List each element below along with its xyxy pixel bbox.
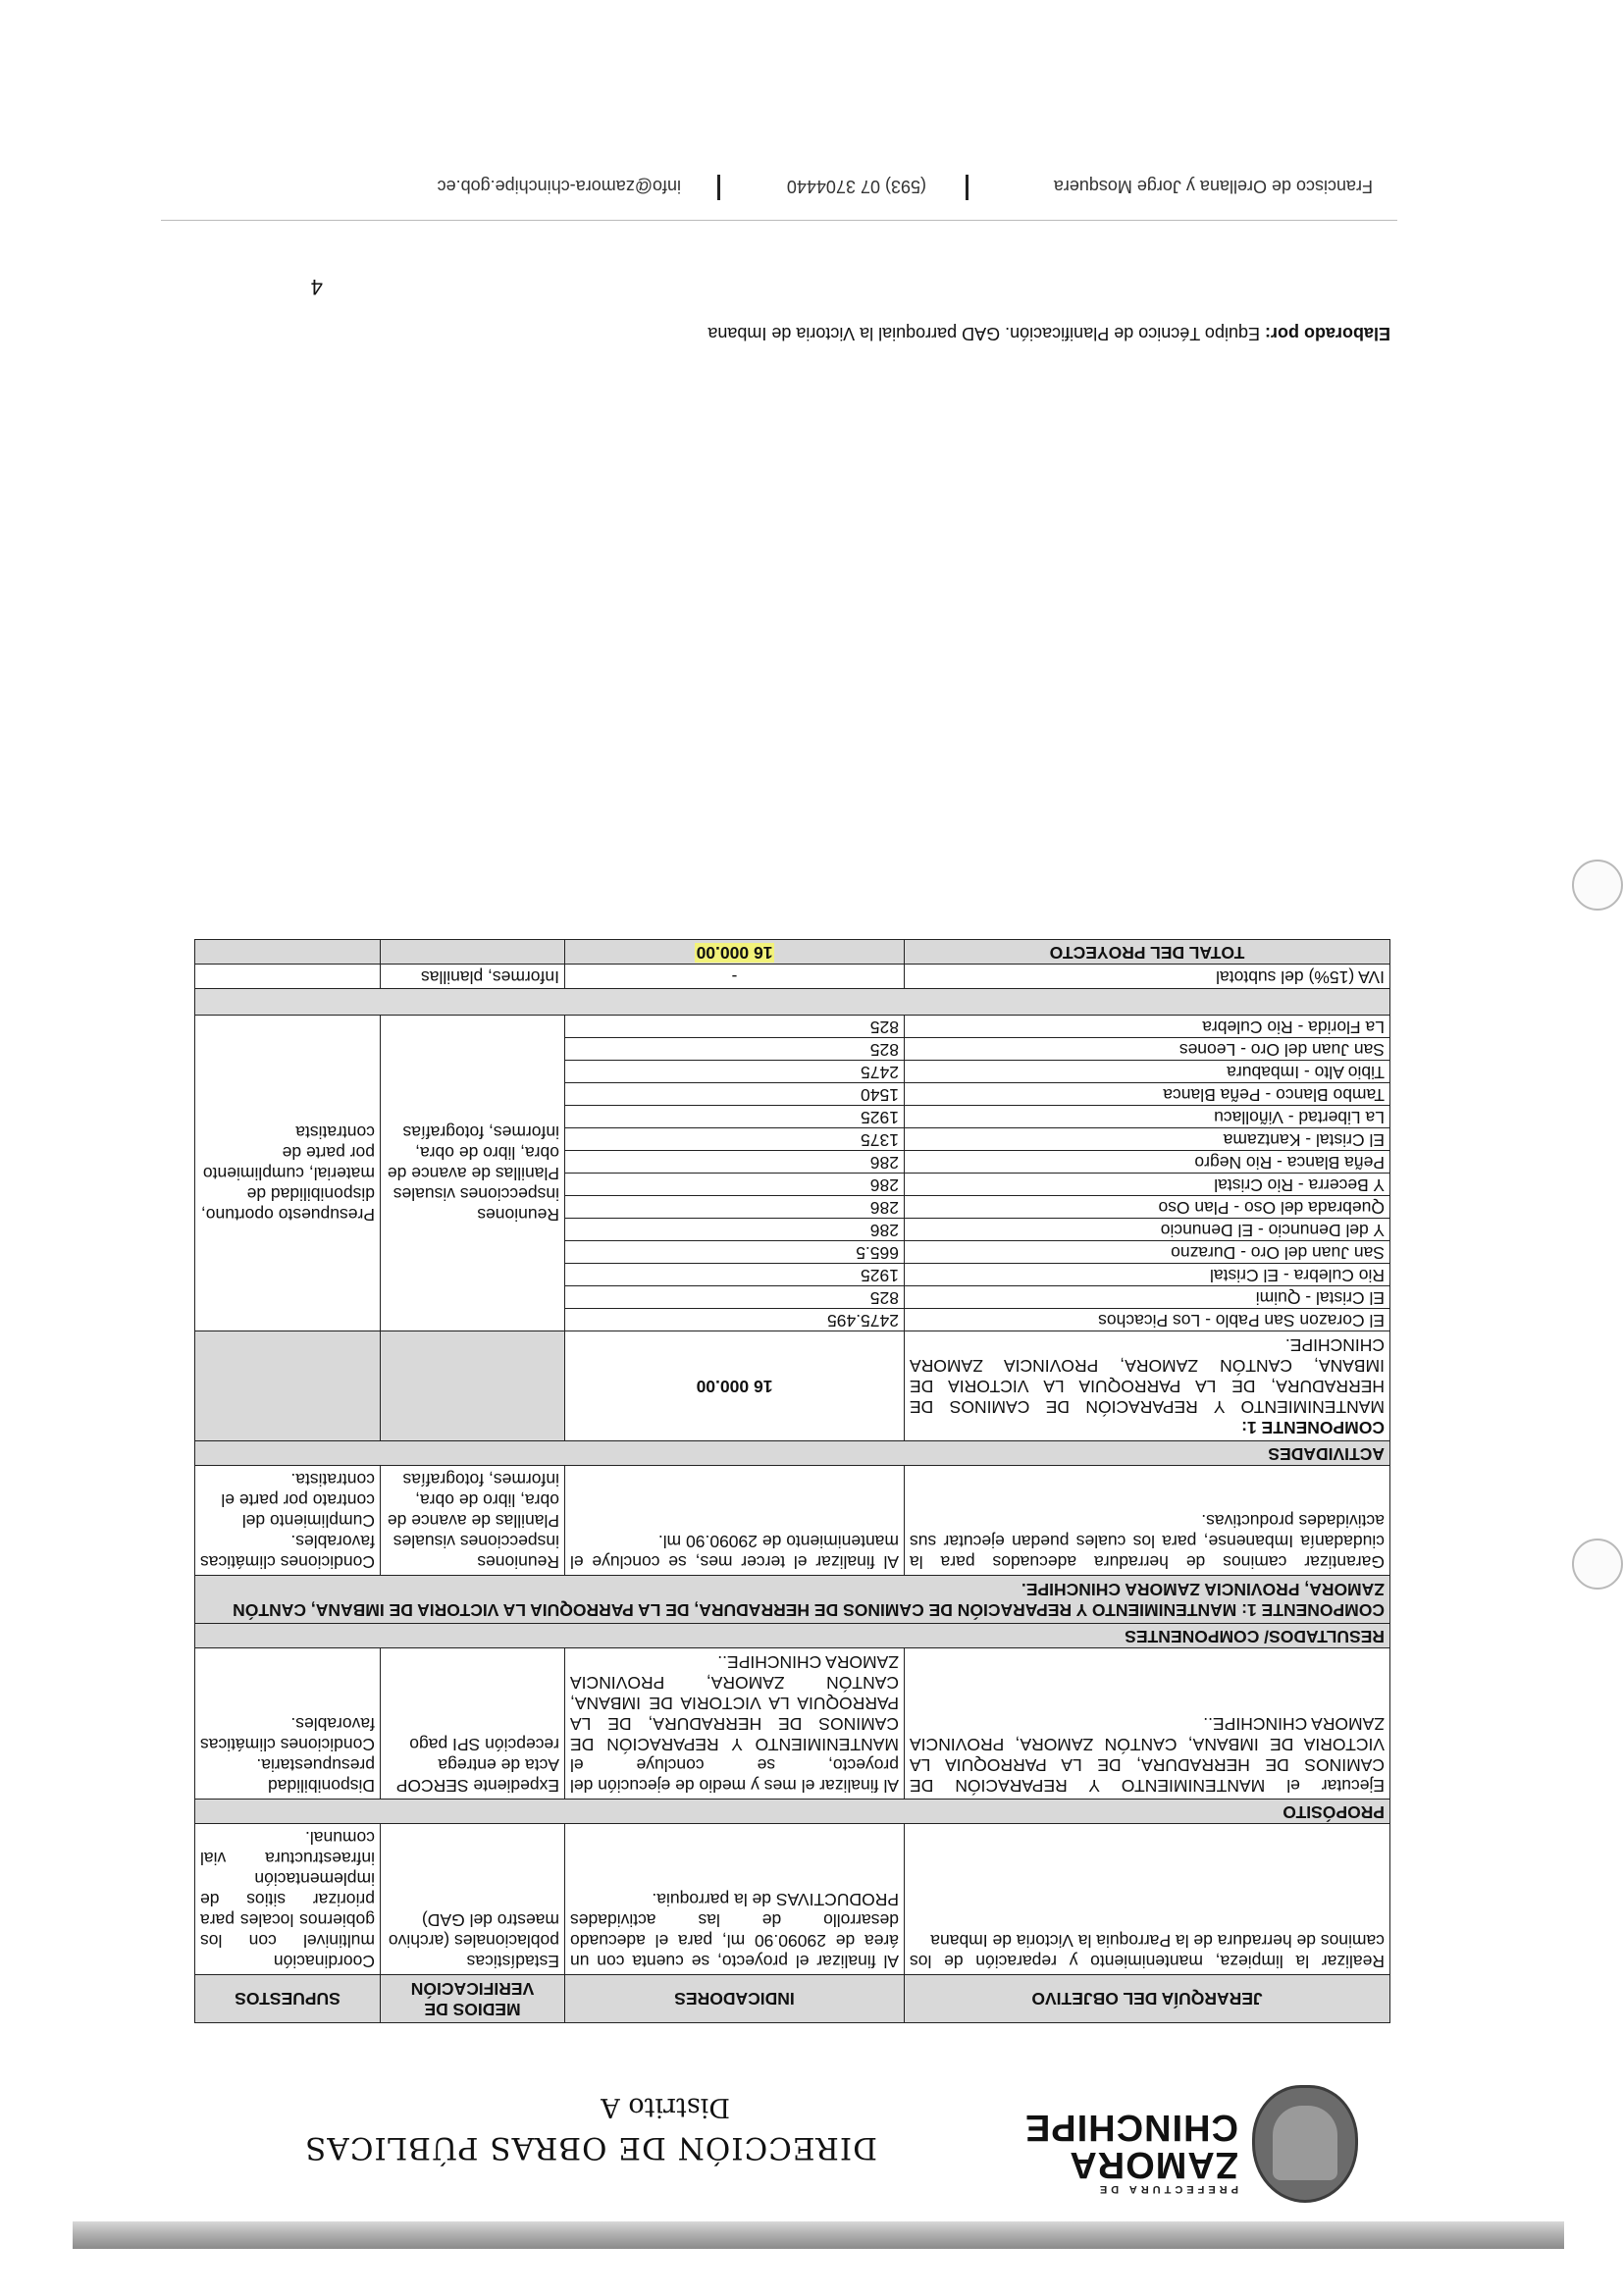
component-indicator: Al finalizar el tercer mes, se concluye el mantenimiento de 29090.90 ml. [565, 1466, 905, 1576]
activity-name: Peña Blanca - Rio Negro [905, 1151, 1390, 1174]
activity-value: 286 [565, 1219, 905, 1241]
logo-line2: CHINCHIPE [1023, 2107, 1238, 2148]
activities-section-row [195, 1441, 1390, 1466]
activity-value: 286 [565, 1196, 905, 1219]
punch-hole-top [1572, 1539, 1623, 1590]
activity-name: San Juan del Oro - Leones [905, 1038, 1390, 1061]
activity-component-verification-empty [381, 1331, 565, 1441]
activity-name: El Cristal - Quimi [905, 1286, 1390, 1309]
purpose-label: PROPÓSITO [195, 1800, 1390, 1824]
activity-value: 286 [565, 1174, 905, 1196]
total-value-cell [565, 940, 905, 965]
activity-component-amount: 16 000.00 [565, 1331, 905, 1441]
col-header-assumptions: SUPUESTOS [195, 1975, 381, 2023]
prepared-by-label: Elaborado por: [1264, 324, 1390, 343]
component-assumption: Condiciones climáticas favorables. Cumplimiento del contrato por parte el contratista. [195, 1466, 381, 1576]
activity-component-cell [905, 1331, 1390, 1441]
fin-verification: Estadísticas poblacionales (archivo maestro del GAD) [381, 1824, 565, 1975]
purpose-section-row [195, 1800, 1390, 1824]
fin-assumption: Coordinación multinivel con los gobiernos locales para priorizar sitios de implementación infraestructura vial comunal. [195, 1824, 381, 1975]
activity-name: El Cristal - Kantzama [905, 1128, 1390, 1151]
component-verification: Reuniones inspecciones visuales Planillas de avance de obra, libro de obra, informes, fotografías [381, 1466, 565, 1576]
punch-hole-bottom [1572, 860, 1623, 911]
activity-value: 825 [565, 1286, 905, 1309]
purpose-assumption: Disponibilidad presupuestaria. Condiciones climáticas favorables. [195, 1648, 381, 1800]
logo-prefix: PREFECTURA DE [1095, 2183, 1238, 2195]
logical-framework-table [194, 939, 1390, 2023]
component-title-row [195, 1576, 1390, 1624]
fin-row [195, 1824, 1390, 1975]
activity-name: El Corazon San Pablo - Los Picachos [905, 1309, 1390, 1331]
activity-name: Tambo Blanco - Peña Blanca [905, 1083, 1390, 1106]
page-number: 4 [310, 275, 323, 299]
purpose-verification: Expediente SERCOP Acta de entrega recepción SPI pago [381, 1648, 565, 1800]
iva-value: - [565, 965, 905, 989]
activities-label: ACTIVIDADES [195, 1441, 1390, 1466]
component-objective: Garantizar caminos de herradura adecuados para la ciudadanía Imbanense, para los cuales puedan ejecutar sus actividades productivas. [905, 1466, 1390, 1576]
purpose-indicator: Al finalizar el mes y medio de ejecución del proyecto, se concluye el MANTENIMIENTO Y REPARACIÓN DE CAMINOS DE HERRADURA, DE LA PARROQUIA LA VICTORIA DE IMBANA, CANTÓN ZAMORA, PROVINCIA ZAMORA CHINCHIPE.. [565, 1648, 905, 1800]
activity-value: 1925 [565, 1264, 905, 1286]
activity-row [195, 1309, 1390, 1331]
total-verification-empty [381, 940, 565, 965]
col-header-objective: JERARQUÍA DEL OBJETIVO [905, 1975, 1390, 2023]
footer-separator [717, 175, 720, 200]
iva-label: IVA (15%) del subtotal [905, 965, 1390, 989]
total-assumption-empty [195, 940, 381, 965]
total-value: 16 000.00 [696, 943, 773, 963]
activity-value: 2475.495 [565, 1309, 905, 1331]
fin-objective: Realizar la limpieza, mantenimiento y reparación de los caminos de herradura de la Parroquia la Victoria de Imbana [905, 1824, 1390, 1975]
results-label: RESULTADOS/ COMPONENTES [195, 1624, 1390, 1648]
activity-name: Y Becerra - Rio Cristal [905, 1174, 1390, 1196]
activity-name: Tibio Alto - Imbabura [905, 1061, 1390, 1083]
activity-value: 665.5 [565, 1241, 905, 1264]
iva-verification: Informes, planillas [381, 965, 565, 989]
footer-address: Francisco de Orellana y Jorge Mosquera [1053, 177, 1373, 196]
activity-value: 1925 [565, 1106, 905, 1128]
prefecture-logo [1024, 2109, 1238, 2195]
activity-name: Rio Culebra - El Cristal [905, 1264, 1390, 1286]
activity-verification: Reuniones inspecciones visuales Planillas de avance de obra, libro de obra, informes, fotografías [381, 1016, 565, 1331]
col-header-indicators: INDICADORES [565, 1975, 905, 2023]
document-title: DIRECCIÓN DE OBRAS PÚBLICAS [304, 2130, 877, 2166]
activity-value: 286 [565, 1151, 905, 1174]
spacer-row [195, 989, 1390, 1016]
table-header-row [195, 1975, 1390, 2023]
footer-phone: (593) 07 3704440 [786, 177, 926, 196]
prefecture-seal-icon [1252, 2085, 1358, 2203]
document-subtitle: Distrito A [601, 2092, 730, 2122]
spacer-cell [195, 989, 1390, 1016]
component-row [195, 1466, 1390, 1576]
fin-indicator: Al finalizar el proyecto, se cuenta con un área de 29090.90 ml, para el adecuado desarrollo de las actividades PRODUCTIVAS de la parroquia. [565, 1824, 905, 1975]
activity-name: La Libertad - Viñollacu [905, 1106, 1390, 1128]
activity-name: Quebrada del Oso - Plan Oso [905, 1196, 1390, 1219]
component-title: COMPONENTE 1: MANTENIMIENTO Y REPARACIÓN DE CAMINOS DE HERRADURA, DE LA PARROQUIA LA VICTORIA DE IMBANA, CANTÓN ZAMORA, PROVINCIA ZAMORA CHINCHIPE. [195, 1576, 1390, 1624]
activity-name: San Juan del Oro - Durazno [905, 1241, 1390, 1264]
activity-value: 1540 [565, 1083, 905, 1106]
activity-component-row [195, 1331, 1390, 1441]
scanner-edge-bar [73, 2221, 1564, 2249]
purpose-row [195, 1648, 1390, 1800]
activity-value: 1375 [565, 1128, 905, 1151]
total-row [195, 940, 1390, 965]
logo-line1: ZAMORA [1069, 2144, 1238, 2185]
footer-divider [161, 220, 1397, 221]
iva-assumption-empty [195, 965, 381, 989]
col-header-verification: MEDIOS DE VERIFICACIÓN [381, 1975, 565, 2023]
letterhead [181, 2075, 1358, 2203]
activity-component-assumption-empty [195, 1331, 381, 1441]
activity-assumption: Presupuesto oportuno, disponibilidad de material, cumplimiento por parte de contratista [195, 1016, 381, 1331]
activity-component-label: COMPONENTE 1: [1241, 1418, 1385, 1437]
footer-separator [966, 175, 969, 200]
activity-component-text: MANTENIMIENTO Y REPARACIÓN DE CAMINOS DE HERRADURA, DE LA PARROQUIA LA VICTORIA DE IMBANA, CANTÓN ZAMORA, PROVINCIA ZAMORA CHINCHIPE. [910, 1335, 1385, 1417]
prepared-by-text: Equipo Técnico de Planificación. GAD parroquial la Victoria de Imbana [707, 324, 1260, 343]
activity-value: 2475 [565, 1061, 905, 1083]
activity-value: 825 [565, 1016, 905, 1038]
iva-row [195, 965, 1390, 989]
activity-value: 825 [565, 1038, 905, 1061]
prepared-by [707, 323, 1390, 343]
total-label: TOTAL DEL PROYECTO [905, 940, 1390, 965]
activity-name: Y del Denuncio - El Denuncio [905, 1219, 1390, 1241]
results-section-row [195, 1624, 1390, 1648]
purpose-objective: Ejecutar el MANTENIMIENTO Y REPARACIÓN DE CAMINOS DE HERRADURA, DE LA PARROQUIA LA VICTORIA DE IMBANA, CANTÓN ZAMORA, PROVINCIA ZAMORA CHINCHIPE.. [905, 1648, 1390, 1800]
activity-name: La Florida - Rio Culebra [905, 1016, 1390, 1038]
footer-email: info@zamora-chinchipe.gob.ec [437, 177, 681, 196]
